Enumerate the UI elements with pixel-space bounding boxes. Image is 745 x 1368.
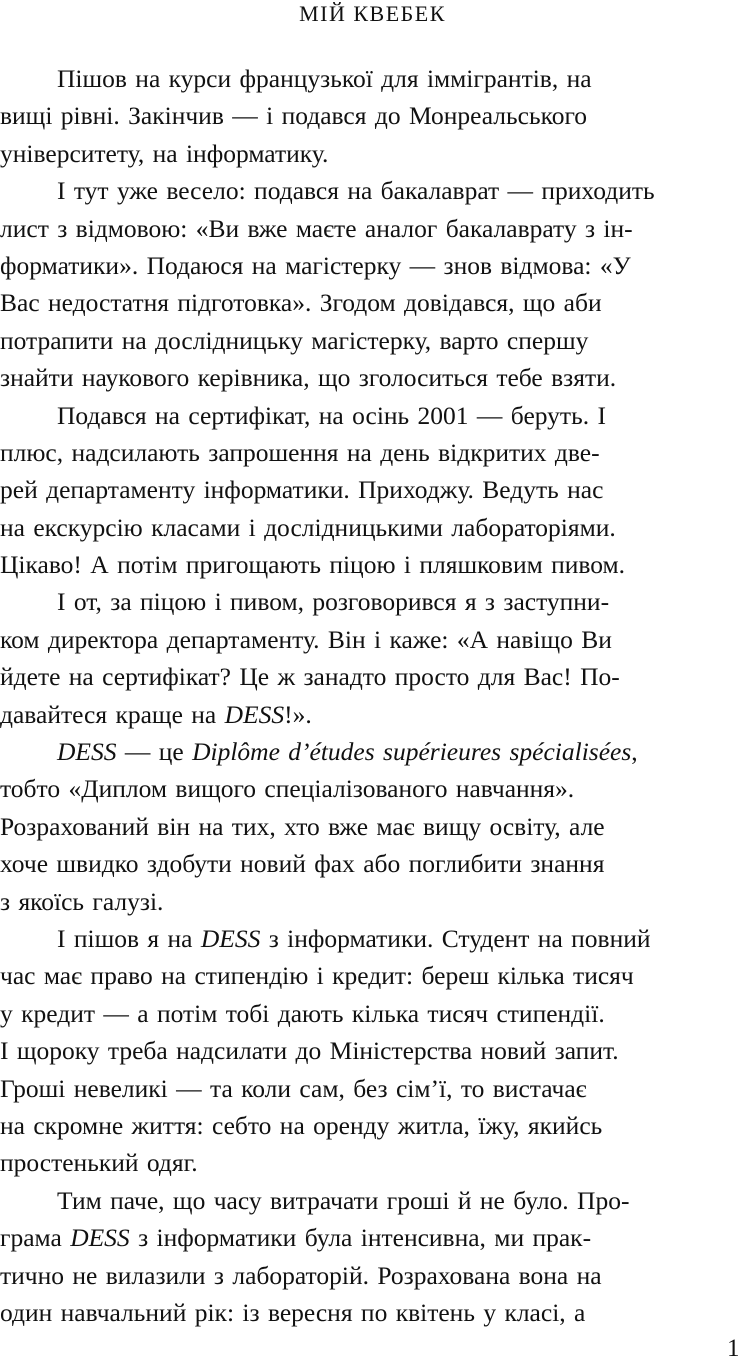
italic-term: DESS — [200, 923, 261, 953]
text-segment: йдете на сертифікат? Це ж занадто просто для Вас! По- — [0, 662, 620, 692]
text-segment: ком директора департаменту. Він і каже: «А навіщо Ви — [0, 624, 612, 654]
text-line — [0, 247, 745, 284]
text-line — [0, 920, 745, 957]
body-text — [0, 60, 745, 1331]
text-segment: !». — [284, 699, 312, 729]
text-segment: на скромне життя: себто на оренду житла, їжу, якийсь — [0, 1110, 603, 1140]
text-segment: хоче швидко здобути новий фах або поглибити знання — [0, 849, 605, 879]
text-line — [0, 845, 745, 882]
text-line — [0, 1257, 745, 1294]
text-line — [0, 658, 745, 695]
text-segment: І тут уже весело: подався на бакалаврат — приходить — [57, 176, 655, 206]
text-segment: І пішов я на — [57, 923, 201, 953]
text-segment: з якоїсь галузі. — [0, 886, 164, 916]
text-line — [0, 1182, 745, 1219]
text-segment: форматики». Подаюся на магістерку — знов відмова: «У — [0, 250, 631, 280]
text-line — [0, 583, 745, 620]
text-line — [0, 471, 745, 508]
text-segment: тобто «Диплом вищого спеціалізованого навчання». — [0, 774, 575, 804]
text-line — [0, 546, 745, 583]
text-line — [0, 60, 745, 97]
text-line — [0, 1032, 745, 1069]
text-segment: Пішов на курси французької для іммігрантів, на — [57, 64, 592, 93]
text-line — [0, 1144, 745, 1181]
text-line — [0, 995, 745, 1032]
text-line — [0, 397, 745, 434]
text-segment: потрапити на дослідницьку магістерку, варто спершу — [0, 325, 589, 355]
text-line — [0, 509, 745, 546]
text-line — [0, 322, 745, 359]
text-line — [0, 434, 745, 471]
text-segment: Гроші невеликі — та коли сам, без сім’ї, то вистачає — [0, 1073, 587, 1103]
text-segment: давайтеся краще на — [0, 699, 225, 729]
text-segment: І от, за піцою і пивом, розговорився я з заступни- — [57, 587, 610, 617]
text-line — [0, 770, 745, 807]
text-segment: університету, на інформатику. — [0, 138, 329, 168]
text-segment: вищі рівні. Закінчив — і подався до Монреальського — [0, 101, 588, 131]
text-segment: простенький одяг. — [0, 1148, 198, 1178]
text-segment: на екскурсію класами і дослідницькими лабораторіями. — [0, 512, 616, 542]
text-segment: , — [631, 737, 638, 767]
text-line — [0, 135, 745, 172]
text-line — [0, 359, 745, 396]
text-segment: тично не вилазили з лабораторій. Розрахована вона на — [0, 1260, 602, 1290]
text-line — [0, 97, 745, 134]
page-number: 1 — [727, 1335, 740, 1362]
text-line — [0, 957, 745, 994]
text-segment: час має право на стипендію і кредит: береш кілька тисяч — [0, 961, 634, 991]
text-line — [0, 621, 745, 658]
text-segment: Цікаво! А потім пригощають піцою і пляшковим пивом. — [0, 550, 626, 580]
text-line — [0, 1070, 745, 1107]
text-line — [0, 696, 745, 733]
text-segment: — це — [116, 737, 193, 767]
text-line — [0, 284, 745, 321]
text-segment: Розрахований він на тих, хто вже має вищу освіту, але — [0, 811, 605, 841]
text-segment: у кредит — а потім тобі дають кілька тисяч стипендії. — [0, 998, 605, 1028]
text-segment: з інформатики була інтенсивна, ми прак- — [129, 1223, 592, 1253]
text-line — [0, 210, 745, 247]
text-segment: плюс, надсилають запрошення на день відкритих две- — [0, 437, 600, 467]
text-line — [0, 1219, 745, 1256]
text-line — [0, 1294, 745, 1331]
text-segment: І щороку треба надсилати до Міністерства новий запит. — [0, 1036, 619, 1066]
text-segment: лист з відмовою: «Ви вже маєте аналог бакалаврату з ін- — [0, 213, 633, 243]
italic-term: DESS — [224, 699, 285, 729]
text-line — [0, 172, 745, 209]
text-line — [0, 1107, 745, 1144]
text-segment: Подався на сертифікат, на осінь 2001 — беруть. І — [57, 400, 606, 430]
text-segment: Вас недостатня підготовка». Згодом довідався, що аби — [0, 288, 602, 318]
text-segment: з інформатики. Студент на повний — [260, 923, 651, 953]
italic-term: DESS — [70, 1223, 130, 1253]
text-segment: знайти наукового керівника, що зголоситься тебе взяти. — [0, 363, 617, 393]
text-segment: рей департаменту інформатики. Приходжу. Ведуть нас — [0, 475, 604, 505]
italic-term: DESS — [57, 737, 117, 767]
text-segment: грама — [0, 1223, 71, 1253]
text-line — [0, 883, 745, 920]
text-line — [0, 733, 745, 770]
text-segment: Тим паче, що часу витрачати гроші й не було. Про- — [57, 1185, 630, 1215]
text-segment: один навчальний рік: із вересня по квітень у класі, а — [0, 1297, 586, 1327]
italic-term: Diplôme d’études supérieures spécialisées — [192, 737, 632, 767]
text-line — [0, 808, 745, 845]
running-head: МІЙ КВЕБЕК — [299, 1, 446, 26]
